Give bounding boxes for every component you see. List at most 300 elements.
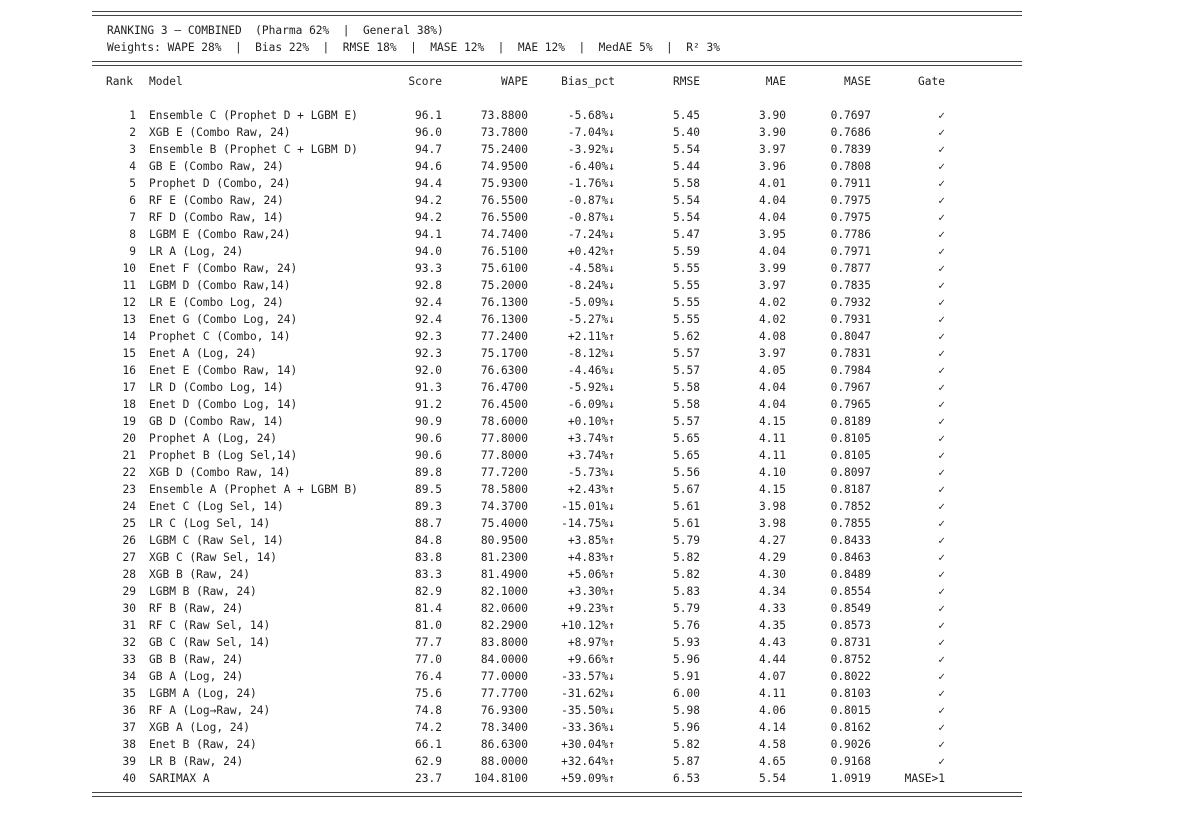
cell-mase: 0.8189	[830, 415, 871, 428]
cell-wape: 88.0000	[480, 755, 528, 768]
cell-model: Enet G (Combo Log, 24)	[149, 313, 298, 326]
cell-wape: 80.9500	[480, 534, 528, 547]
cell-mae: 4.05	[759, 364, 786, 377]
cell-score: 92.3	[415, 347, 442, 360]
cell-bias: -4.46%↓	[567, 364, 615, 377]
cell-bias: -7.04%↓	[567, 126, 615, 139]
cell-mae: 3.90	[759, 126, 786, 139]
cell-score: 94.7	[415, 143, 442, 156]
bottom-divider	[92, 792, 1022, 797]
cell-gate: ✓	[938, 330, 945, 343]
cell-rmse: 5.54	[673, 211, 700, 224]
cell-score: 94.4	[415, 177, 442, 190]
cell-mae: 3.97	[759, 347, 786, 360]
cell-score: 92.4	[415, 313, 442, 326]
cell-rank: 30	[122, 602, 136, 615]
cell-wape: 82.2900	[480, 619, 528, 632]
cell-mase: 0.7984	[830, 364, 871, 377]
cell-score: 90.9	[415, 415, 442, 428]
cell-bias: +9.23%↑	[567, 602, 615, 615]
cell-model: XGB A (Log, 24)	[149, 721, 251, 734]
cell-bias: +59.09%↑	[561, 772, 615, 785]
cell-gate: ✓	[938, 245, 945, 258]
cell-bias: -5.68%↓	[567, 109, 615, 122]
cell-wape: 78.5800	[480, 483, 528, 496]
table-row	[0, 413, 1191, 430]
cell-rmse: 5.47	[673, 228, 700, 241]
cell-mase: 0.8015	[830, 704, 871, 717]
cell-score: 77.0	[415, 653, 442, 666]
cell-gate: ✓	[938, 568, 945, 581]
table-row	[0, 651, 1191, 668]
cell-gate: ✓	[938, 738, 945, 751]
cell-rmse: 5.57	[673, 347, 700, 360]
cell-score: 94.2	[415, 211, 442, 224]
cell-bias: +9.66%↑	[567, 653, 615, 666]
cell-gate: ✓	[938, 109, 945, 122]
cell-mae: 3.90	[759, 109, 786, 122]
cell-mae: 4.11	[759, 687, 786, 700]
cell-gate: ✓	[938, 687, 945, 700]
cell-mase: 0.8105	[830, 449, 871, 462]
cell-mase: 0.8731	[830, 636, 871, 649]
cell-bias: -8.12%↓	[567, 347, 615, 360]
cell-mase: 0.8047	[830, 330, 871, 343]
cell-bias: -6.09%↓	[567, 398, 615, 411]
cell-rank: 13	[122, 313, 136, 326]
col-mae-header: MAE	[765, 75, 786, 88]
cell-rank: 36	[122, 704, 136, 717]
cell-model: LGBM A (Log, 24)	[149, 687, 257, 700]
cell-rank: 6	[129, 194, 136, 207]
cell-bias: -33.57%↓	[561, 670, 615, 683]
cell-wape: 74.9500	[480, 160, 528, 173]
cell-model: LR E (Combo Log, 24)	[149, 296, 284, 309]
cell-mae: 4.29	[759, 551, 786, 564]
table-row	[0, 345, 1191, 362]
cell-model: XGB D (Combo Raw, 14)	[149, 466, 291, 479]
cell-gate: ✓	[938, 177, 945, 190]
cell-gate: ✓	[938, 228, 945, 241]
table-row	[0, 634, 1191, 651]
cell-rmse: 5.79	[673, 534, 700, 547]
cell-score: 92.4	[415, 296, 442, 309]
cell-gate: ✓	[938, 160, 945, 173]
cell-rank: 35	[122, 687, 136, 700]
cell-bias: -35.50%↓	[561, 704, 615, 717]
cell-model: GB E (Combo Raw, 24)	[149, 160, 284, 173]
cell-wape: 76.1300	[480, 296, 528, 309]
cell-wape: 77.0000	[480, 670, 528, 683]
cell-gate: ✓	[938, 347, 945, 360]
table-row	[0, 583, 1191, 600]
table-row	[0, 430, 1191, 447]
cell-gate: ✓	[938, 381, 945, 394]
cell-rmse: 5.58	[673, 398, 700, 411]
cell-rmse: 6.00	[673, 687, 700, 700]
cell-bias: -5.09%↓	[567, 296, 615, 309]
cell-bias: +10.12%↑	[561, 619, 615, 632]
cell-rmse: 5.55	[673, 313, 700, 326]
cell-model: SARIMAX A	[149, 772, 210, 785]
cell-gate: ✓	[938, 653, 945, 666]
cell-bias: +32.64%↑	[561, 755, 615, 768]
col-mase-header: MASE	[844, 75, 871, 88]
table-row	[0, 158, 1191, 175]
cell-bias: +0.10%↑	[567, 415, 615, 428]
cell-model: LR B (Raw, 24)	[149, 755, 244, 768]
table-row	[0, 362, 1191, 379]
cell-bias: -15.01%↓	[561, 500, 615, 513]
cell-mae: 4.04	[759, 194, 786, 207]
cell-mae: 4.04	[759, 381, 786, 394]
cell-gate: ✓	[938, 517, 945, 530]
cell-rank: 21	[122, 449, 136, 462]
cell-rank: 18	[122, 398, 136, 411]
cell-mase: 0.7911	[830, 177, 871, 190]
cell-bias: -1.76%↓	[567, 177, 615, 190]
table-row	[0, 209, 1191, 226]
cell-model: RF A (Log→Raw, 24)	[149, 704, 271, 717]
cell-score: 74.8	[415, 704, 442, 717]
cell-rank: 32	[122, 636, 136, 649]
cell-mase: 0.8549	[830, 602, 871, 615]
cell-rank: 1	[129, 109, 136, 122]
cell-wape: 104.8100	[474, 772, 528, 785]
cell-mase: 0.7931	[830, 313, 871, 326]
cell-gate: ✓	[938, 721, 945, 734]
cell-mae: 4.33	[759, 602, 786, 615]
cell-mase: 0.7831	[830, 347, 871, 360]
cell-mae: 3.98	[759, 500, 786, 513]
cell-score: 92.0	[415, 364, 442, 377]
cell-rmse: 5.58	[673, 381, 700, 394]
cell-mase: 0.8105	[830, 432, 871, 445]
cell-bias: -0.87%↓	[567, 211, 615, 224]
cell-gate: ✓	[938, 602, 945, 615]
table-row	[0, 532, 1191, 549]
cell-rank: 24	[122, 500, 136, 513]
cell-mae: 4.65	[759, 755, 786, 768]
cell-mase: 0.8433	[830, 534, 871, 547]
cell-model: LGBM D (Combo Raw,14)	[149, 279, 291, 292]
cell-model: Prophet D (Combo, 24)	[149, 177, 291, 190]
cell-wape: 73.8800	[480, 109, 528, 122]
col-bias-header: Bias_pct	[561, 75, 615, 88]
cell-rmse: 5.79	[673, 602, 700, 615]
cell-score: 96.1	[415, 109, 442, 122]
cell-rank: 19	[122, 415, 136, 428]
cell-gate: ✓	[938, 364, 945, 377]
cell-model: XGB C (Raw Sel, 14)	[149, 551, 277, 564]
cell-rank: 4	[129, 160, 136, 173]
cell-rank: 10	[122, 262, 136, 275]
cell-rmse: 5.40	[673, 126, 700, 139]
col-gate-header: Gate	[918, 75, 945, 88]
cell-model: XGB E (Combo Raw, 24)	[149, 126, 291, 139]
cell-mase: 0.8573	[830, 619, 871, 632]
cell-mase: 0.8489	[830, 568, 871, 581]
cell-wape: 76.5500	[480, 211, 528, 224]
cell-wape: 78.3400	[480, 721, 528, 734]
cell-wape: 77.7200	[480, 466, 528, 479]
ranking-title: RANKING 3 — COMBINED (Pharma 62% | General 38%)	[107, 24, 444, 37]
cell-model: Prophet A (Log, 24)	[149, 432, 277, 445]
cell-mae: 3.99	[759, 262, 786, 275]
col-rank-header: Rank	[106, 75, 133, 88]
cell-model: LR C (Log Sel, 14)	[149, 517, 271, 530]
cell-mae: 5.54	[759, 772, 786, 785]
cell-gate: ✓	[938, 262, 945, 275]
cell-gate: ✓	[938, 194, 945, 207]
cell-model: GB C (Raw Sel, 14)	[149, 636, 271, 649]
cell-mae: 4.35	[759, 619, 786, 632]
cell-rmse: 5.57	[673, 415, 700, 428]
cell-rank: 5	[129, 177, 136, 190]
cell-mae: 3.97	[759, 143, 786, 156]
cell-model: LR D (Combo Log, 14)	[149, 381, 284, 394]
cell-score: 90.6	[415, 449, 442, 462]
cell-rmse: 5.61	[673, 500, 700, 513]
cell-bias: +30.04%↑	[561, 738, 615, 751]
cell-wape: 77.2400	[480, 330, 528, 343]
cell-bias: +3.30%↑	[567, 585, 615, 598]
cell-bias: -5.73%↓	[567, 466, 615, 479]
cell-mase: 0.8554	[830, 585, 871, 598]
cell-rank: 23	[122, 483, 136, 496]
cell-mae: 4.04	[759, 398, 786, 411]
cell-score: 94.1	[415, 228, 442, 241]
cell-bias: -8.24%↓	[567, 279, 615, 292]
cell-mae: 4.04	[759, 211, 786, 224]
cell-mase: 0.7786	[830, 228, 871, 241]
cell-wape: 75.4000	[480, 517, 528, 530]
cell-rmse: 5.91	[673, 670, 700, 683]
cell-bias: +4.83%↑	[567, 551, 615, 564]
col-score-header: Score	[408, 75, 442, 88]
cell-model: GB D (Combo Raw, 14)	[149, 415, 284, 428]
cell-gate: ✓	[938, 126, 945, 139]
cell-rank: 34	[122, 670, 136, 683]
cell-mae: 4.44	[759, 653, 786, 666]
col-model-header: Model	[149, 75, 183, 88]
table-row	[0, 277, 1191, 294]
cell-gate: ✓	[938, 534, 945, 547]
cell-rmse: 5.98	[673, 704, 700, 717]
table-row	[0, 175, 1191, 192]
cell-gate: ✓	[938, 704, 945, 717]
cell-bias: +8.97%↑	[567, 636, 615, 649]
cell-gate: ✓	[938, 585, 945, 598]
table-row	[0, 294, 1191, 311]
table-header	[0, 74, 1191, 90]
cell-mae: 3.95	[759, 228, 786, 241]
cell-rank: 40	[122, 772, 136, 785]
cell-bias: -6.40%↓	[567, 160, 615, 173]
cell-rmse: 5.96	[673, 721, 700, 734]
cell-mase: 1.0919	[830, 772, 871, 785]
table-row	[0, 600, 1191, 617]
cell-score: 94.6	[415, 160, 442, 173]
cell-mae: 4.14	[759, 721, 786, 734]
cell-mase: 0.7971	[830, 245, 871, 258]
cell-score: 94.0	[415, 245, 442, 258]
cell-bias: +3.74%↑	[567, 449, 615, 462]
table-row	[0, 379, 1191, 396]
cell-bias: -7.24%↓	[567, 228, 615, 241]
cell-score: 92.8	[415, 279, 442, 292]
cell-mae: 4.15	[759, 415, 786, 428]
cell-rank: 38	[122, 738, 136, 751]
cell-model: GB B (Raw, 24)	[149, 653, 244, 666]
cell-rmse: 5.62	[673, 330, 700, 343]
cell-model: Prophet C (Combo, 14)	[149, 330, 291, 343]
cell-mase: 0.7835	[830, 279, 871, 292]
cell-mae: 4.07	[759, 670, 786, 683]
cell-rank: 31	[122, 619, 136, 632]
cell-rank: 11	[122, 279, 136, 292]
cell-gate: ✓	[938, 143, 945, 156]
cell-score: 93.3	[415, 262, 442, 275]
table-row	[0, 141, 1191, 158]
cell-score: 77.7	[415, 636, 442, 649]
cell-model: LGBM E (Combo Raw,24)	[149, 228, 291, 241]
cell-model: Enet A (Log, 24)	[149, 347, 257, 360]
cell-gate: ✓	[938, 500, 945, 513]
cell-mae: 4.34	[759, 585, 786, 598]
cell-mae: 4.11	[759, 449, 786, 462]
cell-rmse: 5.82	[673, 738, 700, 751]
table-row	[0, 549, 1191, 566]
table-row	[0, 736, 1191, 753]
cell-wape: 75.2400	[480, 143, 528, 156]
table-row	[0, 311, 1191, 328]
cell-bias: -14.75%↓	[561, 517, 615, 530]
cell-model: Ensemble C (Prophet D + LGBM E)	[149, 109, 358, 122]
cell-rmse: 5.44	[673, 160, 700, 173]
cell-gate: ✓	[938, 755, 945, 768]
table-row	[0, 685, 1191, 702]
cell-score: 96.0	[415, 126, 442, 139]
cell-wape: 76.9300	[480, 704, 528, 717]
table-row	[0, 498, 1191, 515]
cell-bias: -5.92%↓	[567, 381, 615, 394]
cell-rank: 22	[122, 466, 136, 479]
cell-mae: 4.10	[759, 466, 786, 479]
cell-model: Enet C (Log Sel, 14)	[149, 500, 284, 513]
table-row	[0, 702, 1191, 719]
cell-rank: 33	[122, 653, 136, 666]
cell-mae: 4.04	[759, 245, 786, 258]
cell-mae: 4.06	[759, 704, 786, 717]
cell-rmse: 5.93	[673, 636, 700, 649]
cell-wape: 82.0600	[480, 602, 528, 615]
cell-mase: 0.9026	[830, 738, 871, 751]
cell-model: LGBM B (Raw, 24)	[149, 585, 257, 598]
cell-rank: 12	[122, 296, 136, 309]
cell-rmse: 5.96	[673, 653, 700, 666]
table-row	[0, 192, 1191, 209]
cell-score: 66.1	[415, 738, 442, 751]
col-rmse-header: RMSE	[673, 75, 700, 88]
cell-score: 88.7	[415, 517, 442, 530]
cell-rank: 8	[129, 228, 136, 241]
cell-model: Enet B (Raw, 24)	[149, 738, 257, 751]
cell-rmse: 5.82	[673, 551, 700, 564]
table-row	[0, 107, 1191, 124]
col-wape-header: WAPE	[501, 75, 528, 88]
cell-mase: 0.8752	[830, 653, 871, 666]
cell-mase: 0.8097	[830, 466, 871, 479]
cell-mae: 4.11	[759, 432, 786, 445]
cell-bias: +3.85%↑	[567, 534, 615, 547]
cell-rank: 20	[122, 432, 136, 445]
cell-gate: ✓	[938, 449, 945, 462]
cell-mase: 0.7839	[830, 143, 871, 156]
cell-wape: 73.7800	[480, 126, 528, 139]
table-row	[0, 328, 1191, 345]
table-row	[0, 396, 1191, 413]
cell-wape: 75.6100	[480, 262, 528, 275]
cell-score: 94.2	[415, 194, 442, 207]
cell-gate: MASE>1	[904, 772, 945, 785]
cell-rmse: 5.55	[673, 279, 700, 292]
cell-wape: 78.6000	[480, 415, 528, 428]
cell-wape: 75.9300	[480, 177, 528, 190]
cell-mae: 4.01	[759, 177, 786, 190]
cell-mase: 0.9168	[830, 755, 871, 768]
cell-rmse: 5.56	[673, 466, 700, 479]
cell-mase: 0.7877	[830, 262, 871, 275]
cell-gate: ✓	[938, 211, 945, 224]
cell-wape: 76.4500	[480, 398, 528, 411]
cell-mase: 0.7686	[830, 126, 871, 139]
cell-mae: 4.02	[759, 313, 786, 326]
cell-wape: 77.8000	[480, 432, 528, 445]
cell-score: 23.7	[415, 772, 442, 785]
cell-mae: 4.58	[759, 738, 786, 751]
cell-mase: 0.7967	[830, 381, 871, 394]
cell-rmse: 5.82	[673, 568, 700, 581]
cell-rank: 29	[122, 585, 136, 598]
cell-rank: 14	[122, 330, 136, 343]
cell-gate: ✓	[938, 432, 945, 445]
cell-score: 81.4	[415, 602, 442, 615]
cell-bias: -4.58%↓	[567, 262, 615, 275]
cell-rmse: 5.59	[673, 245, 700, 258]
cell-gate: ✓	[938, 619, 945, 632]
cell-model: Prophet B (Log Sel,14)	[149, 449, 298, 462]
cell-score: 83.8	[415, 551, 442, 564]
top-divider	[92, 11, 1022, 16]
cell-wape: 83.8000	[480, 636, 528, 649]
table-row	[0, 753, 1191, 770]
cell-rank: 26	[122, 534, 136, 547]
cell-wape: 77.8000	[480, 449, 528, 462]
cell-score: 91.2	[415, 398, 442, 411]
table-row	[0, 719, 1191, 736]
cell-mae: 4.43	[759, 636, 786, 649]
cell-rmse: 5.76	[673, 619, 700, 632]
cell-rmse: 5.67	[673, 483, 700, 496]
cell-mase: 0.7808	[830, 160, 871, 173]
table-row	[0, 226, 1191, 243]
cell-mae: 3.97	[759, 279, 786, 292]
cell-gate: ✓	[938, 670, 945, 683]
cell-wape: 76.6300	[480, 364, 528, 377]
cell-rank: 15	[122, 347, 136, 360]
cell-rank: 25	[122, 517, 136, 530]
